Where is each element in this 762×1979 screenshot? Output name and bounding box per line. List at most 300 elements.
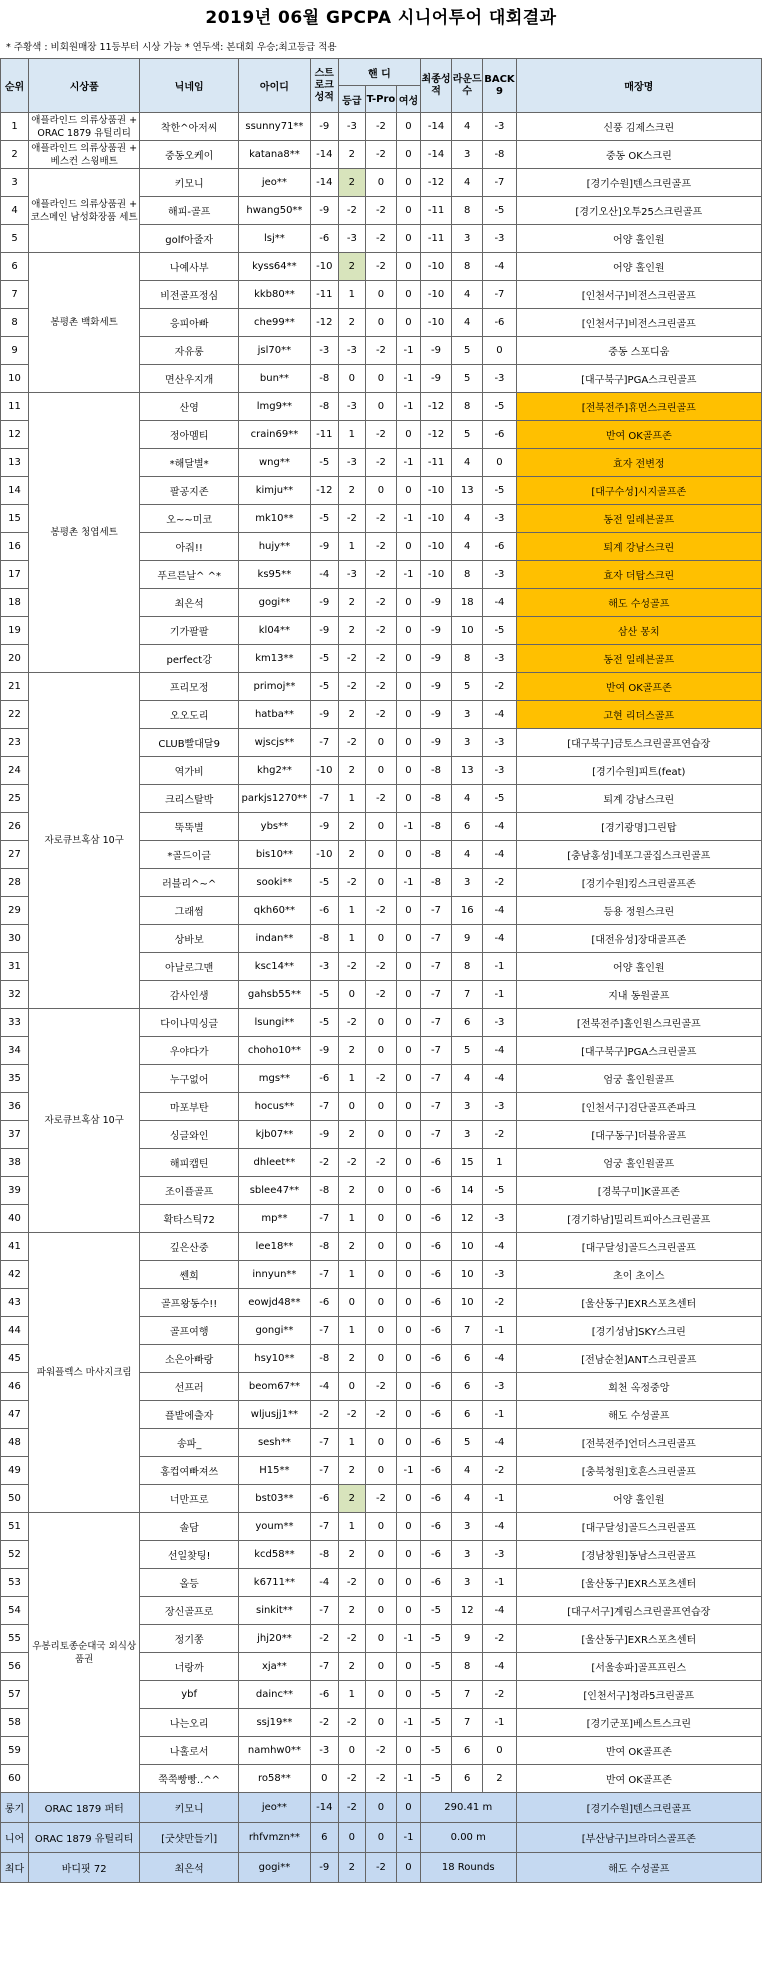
back9-cell: -4 xyxy=(483,897,516,925)
back9-cell: -2 xyxy=(483,869,516,897)
tpro-cell: 0 xyxy=(365,925,396,953)
stroke-cell: -5 xyxy=(310,645,338,673)
back9-cell: -2 xyxy=(483,1625,516,1653)
rank-cell: 25 xyxy=(1,785,29,813)
rounds-cell: 4 xyxy=(452,841,483,869)
id-cell: gongi** xyxy=(239,1317,311,1345)
rounds-cell: 3 xyxy=(452,1569,483,1597)
stroke-cell: -14 xyxy=(310,169,338,197)
store-cell: [경기군포]베스트스크린 xyxy=(516,1709,761,1737)
rank-cell: 60 xyxy=(1,1765,29,1793)
nickname-cell: CLUB빨대달9 xyxy=(140,729,239,757)
grade-cell: 2 xyxy=(338,1345,365,1373)
back9-cell: -4 xyxy=(483,1653,516,1681)
rounds-cell: 6 xyxy=(452,1373,483,1401)
final-cell: -7 xyxy=(420,1037,451,1065)
grade-cell: 1 xyxy=(338,1429,365,1457)
page-title: 2019년 06월 GPCPA 시니어투어 대회결과 xyxy=(205,8,557,28)
rank-cell: 29 xyxy=(1,897,29,925)
store-cell: 해도 수성골프 xyxy=(516,1401,761,1429)
stroke-cell: -8 xyxy=(310,1345,338,1373)
rounds-cell: 7 xyxy=(452,1709,483,1737)
stroke-cell: -9 xyxy=(310,1037,338,1065)
back9-cell: -3 xyxy=(483,645,516,673)
rank-cell: 34 xyxy=(1,1037,29,1065)
store-cell: [인천서구]검단골프존파크 xyxy=(516,1093,761,1121)
rounds-cell: 6 xyxy=(452,1737,483,1765)
award-stroke-cell: -9 xyxy=(310,1853,338,1883)
header-female: 여성 xyxy=(397,86,421,113)
female-cell: 0 xyxy=(397,309,421,337)
rank-cell: 38 xyxy=(1,1149,29,1177)
tpro-cell: 0 xyxy=(365,1429,396,1457)
back9-cell: -2 xyxy=(483,1121,516,1149)
female-cell: -1 xyxy=(397,1765,421,1793)
prize-cell: 자로큐브혹삼 10구 xyxy=(29,673,140,1009)
tpro-cell: 0 xyxy=(365,1541,396,1569)
award-store-cell: [경기수원]텐스크린골프 xyxy=(516,1793,761,1823)
grade-cell: -2 xyxy=(338,1625,365,1653)
id-cell: km13** xyxy=(239,645,311,673)
female-cell: -1 xyxy=(397,365,421,393)
rounds-cell: 4 xyxy=(452,309,483,337)
tpro-cell: 0 xyxy=(365,1709,396,1737)
store-cell: [울산동구]EXR스포츠센터 xyxy=(516,1289,761,1317)
female-cell: 0 xyxy=(397,1485,421,1513)
final-cell: -9 xyxy=(420,337,451,365)
prize-cell: 애플라인드 의류상품권 + ORAC 1879 유틸리티 xyxy=(29,113,140,141)
stroke-cell: -5 xyxy=(310,673,338,701)
tpro-cell: 0 xyxy=(365,1289,396,1317)
id-cell: wng** xyxy=(239,449,311,477)
nickname-cell: 오오도리 xyxy=(140,701,239,729)
rounds-cell: 5 xyxy=(452,1429,483,1457)
rounds-cell: 3 xyxy=(452,141,483,169)
id-cell: primoj** xyxy=(239,673,311,701)
tpro-cell: -2 xyxy=(365,1149,396,1177)
stroke-cell: -7 xyxy=(310,1093,338,1121)
id-cell: hocus** xyxy=(239,1093,311,1121)
female-cell: 0 xyxy=(397,729,421,757)
rounds-cell: 10 xyxy=(452,1261,483,1289)
stroke-cell: -6 xyxy=(310,1065,338,1093)
final-cell: -10 xyxy=(420,505,451,533)
female-cell: 0 xyxy=(397,1569,421,1597)
stroke-cell: -10 xyxy=(310,841,338,869)
female-cell: 0 xyxy=(397,421,421,449)
final-cell: -10 xyxy=(420,281,451,309)
grade-cell: 1 xyxy=(338,1513,365,1541)
store-cell: 신풍 김제스크린 xyxy=(516,113,761,141)
tpro-cell: 0 xyxy=(365,1261,396,1289)
store-cell: 중동 OK스크린 xyxy=(516,141,761,169)
final-cell: -6 xyxy=(420,1373,451,1401)
tpro-cell: 0 xyxy=(365,1681,396,1709)
stroke-cell: -8 xyxy=(310,1233,338,1261)
header-prize: 시상품 xyxy=(29,59,140,113)
id-cell: beom67** xyxy=(239,1373,311,1401)
female-cell: 0 xyxy=(397,141,421,169)
female-cell: -1 xyxy=(397,449,421,477)
final-cell: -9 xyxy=(420,729,451,757)
nickname-cell: 응피아빠 xyxy=(140,309,239,337)
store-cell: 어양 홀인원 xyxy=(516,953,761,981)
id-cell: wljusjj1** xyxy=(239,1401,311,1429)
back9-cell: -8 xyxy=(483,141,516,169)
female-cell: -1 xyxy=(397,337,421,365)
nickname-cell: 누구없어 xyxy=(140,1065,239,1093)
nickname-cell: *골드이글 xyxy=(140,841,239,869)
final-cell: -9 xyxy=(420,589,451,617)
rounds-cell: 8 xyxy=(452,1653,483,1681)
results-table xyxy=(0,58,762,1883)
final-cell: -6 xyxy=(420,1317,451,1345)
final-cell: -10 xyxy=(420,309,451,337)
female-cell: 0 xyxy=(397,1093,421,1121)
rank-cell: 36 xyxy=(1,1093,29,1121)
tpro-cell: 0 xyxy=(365,1205,396,1233)
tpro-cell: -2 xyxy=(365,253,396,281)
store-cell: 어양 홀인원 xyxy=(516,1485,761,1513)
final-cell: -9 xyxy=(420,617,451,645)
female-cell: -1 xyxy=(397,1625,421,1653)
table-row xyxy=(1,673,762,701)
back9-cell: -1 xyxy=(483,1709,516,1737)
tpro-cell: 0 xyxy=(365,1569,396,1597)
id-cell: hatba** xyxy=(239,701,311,729)
final-cell: -8 xyxy=(420,869,451,897)
nickname-cell: 비전골프정심 xyxy=(140,281,239,309)
final-cell: -7 xyxy=(420,981,451,1009)
female-cell: 0 xyxy=(397,533,421,561)
female-cell: 0 xyxy=(397,1065,421,1093)
nickname-cell: 송파_ xyxy=(140,1429,239,1457)
id-cell: H15** xyxy=(239,1457,311,1485)
final-cell: -7 xyxy=(420,925,451,953)
id-cell: parkjs1270** xyxy=(239,785,311,813)
stroke-cell: -7 xyxy=(310,1597,338,1625)
stroke-cell: -2 xyxy=(310,1709,338,1737)
rank-cell: 32 xyxy=(1,981,29,1009)
nickname-cell: 선프러 xyxy=(140,1373,239,1401)
store-cell: 반여 OK골프존 xyxy=(516,421,761,449)
tpro-cell: -2 xyxy=(365,1485,396,1513)
final-cell: -6 xyxy=(420,1457,451,1485)
grade-cell: 0 xyxy=(338,1289,365,1317)
back9-cell: -4 xyxy=(483,1429,516,1457)
grade-cell: 2 xyxy=(338,1653,365,1681)
grade-cell: 2 xyxy=(338,141,365,169)
back9-cell: -3 xyxy=(483,561,516,589)
back9-cell: -5 xyxy=(483,785,516,813)
store-cell: [충남홍성]네포그골집스크린골프 xyxy=(516,841,761,869)
female-cell: 0 xyxy=(397,589,421,617)
tpro-cell: -2 xyxy=(365,449,396,477)
grade-cell: -2 xyxy=(338,645,365,673)
rounds-cell: 10 xyxy=(452,617,483,645)
nickname-cell: 팔공지존 xyxy=(140,477,239,505)
female-cell: 0 xyxy=(397,1541,421,1569)
final-cell: -5 xyxy=(420,1597,451,1625)
grade-cell: 0 xyxy=(338,981,365,1009)
stroke-cell: -5 xyxy=(310,1009,338,1037)
stroke-cell: -4 xyxy=(310,1373,338,1401)
female-cell: 0 xyxy=(397,253,421,281)
store-cell: 초이 초이스 xyxy=(516,1261,761,1289)
final-cell: -6 xyxy=(420,1429,451,1457)
grade-cell: 0 xyxy=(338,1737,365,1765)
rounds-cell: 3 xyxy=(452,1513,483,1541)
nickname-cell: 착한^아저씨 xyxy=(140,113,239,141)
store-cell: 동전 일레븐골프 xyxy=(516,645,761,673)
rounds-cell: 3 xyxy=(452,1121,483,1149)
back9-cell: -1 xyxy=(483,1569,516,1597)
id-cell: qkh60** xyxy=(239,897,311,925)
id-cell: hwang50** xyxy=(239,197,311,225)
final-cell: -7 xyxy=(420,897,451,925)
stroke-cell: -8 xyxy=(310,365,338,393)
back9-cell: -3 xyxy=(483,757,516,785)
stroke-cell: -8 xyxy=(310,1541,338,1569)
nickname-cell: 나예사부 xyxy=(140,253,239,281)
store-cell: 삼산 몽치 xyxy=(516,617,761,645)
store-cell: [대전유성]장대골프존 xyxy=(516,925,761,953)
final-cell: -10 xyxy=(420,253,451,281)
nickname-cell: 플밭에출자 xyxy=(140,1401,239,1429)
rounds-cell: 12 xyxy=(452,1597,483,1625)
stroke-cell: -14 xyxy=(310,141,338,169)
rounds-cell: 10 xyxy=(452,1233,483,1261)
rounds-cell: 7 xyxy=(452,981,483,1009)
award-stroke-cell: 6 xyxy=(310,1823,338,1853)
tpro-cell: -2 xyxy=(365,673,396,701)
rank-cell: 1 xyxy=(1,113,29,141)
tpro-cell: 0 xyxy=(365,169,396,197)
final-cell: -6 xyxy=(420,1177,451,1205)
grade-cell: 0 xyxy=(338,1093,365,1121)
rank-cell: 37 xyxy=(1,1121,29,1149)
back9-cell: -4 xyxy=(483,253,516,281)
stroke-cell: -7 xyxy=(310,1513,338,1541)
grade-cell: 1 xyxy=(338,925,365,953)
award-label-cell: 니어 xyxy=(1,1823,29,1853)
prize-cell: 자로큐브혹삼 10구 xyxy=(29,1009,140,1233)
stroke-cell: -10 xyxy=(310,253,338,281)
final-cell: -5 xyxy=(420,1765,451,1793)
rank-cell: 59 xyxy=(1,1737,29,1765)
rounds-cell: 9 xyxy=(452,925,483,953)
award-id-cell: gogi** xyxy=(239,1853,311,1883)
table-row xyxy=(1,141,762,169)
female-cell: 0 xyxy=(397,1261,421,1289)
id-cell: namhw0** xyxy=(239,1737,311,1765)
prize-cell: 우봉리토종순대국 외식상품권 xyxy=(29,1513,140,1793)
grade-cell: 1 xyxy=(338,1261,365,1289)
rounds-cell: 4 xyxy=(452,113,483,141)
award-tpro-cell: 0 xyxy=(365,1793,396,1823)
tpro-cell: -2 xyxy=(365,645,396,673)
female-cell: 0 xyxy=(397,1653,421,1681)
tpro-cell: -2 xyxy=(365,1737,396,1765)
grade-cell: 2 xyxy=(338,617,365,645)
grade-cell: 2 xyxy=(338,1597,365,1625)
stroke-cell: -5 xyxy=(310,981,338,1009)
award-female-cell: -1 xyxy=(397,1823,421,1853)
female-cell: 0 xyxy=(397,981,421,1009)
female-cell: 0 xyxy=(397,645,421,673)
id-cell: bun** xyxy=(239,365,311,393)
rank-cell: 19 xyxy=(1,617,29,645)
award-nickname-cell: [굿샷만들기] xyxy=(140,1823,239,1853)
tpro-cell: -2 xyxy=(365,981,396,1009)
back9-cell: 2 xyxy=(483,1765,516,1793)
store-cell: [대구서구]계림스크린골프연습장 xyxy=(516,1597,761,1625)
id-cell: lsungi** xyxy=(239,1009,311,1037)
final-cell: -5 xyxy=(420,1653,451,1681)
rounds-cell: 4 xyxy=(452,533,483,561)
stroke-cell: -7 xyxy=(310,1457,338,1485)
header-store: 매장명 xyxy=(516,59,761,113)
final-cell: -6 xyxy=(420,1485,451,1513)
back9-cell: -3 xyxy=(483,225,516,253)
rank-cell: 41 xyxy=(1,1233,29,1261)
female-cell: 0 xyxy=(397,1513,421,1541)
award-grade-cell: 0 xyxy=(338,1823,365,1853)
stroke-cell: -7 xyxy=(310,729,338,757)
id-cell: hujy** xyxy=(239,533,311,561)
back9-cell: -5 xyxy=(483,1177,516,1205)
stroke-cell: -5 xyxy=(310,505,338,533)
female-cell: 0 xyxy=(397,1401,421,1429)
store-cell: [대구동구]더블유골프 xyxy=(516,1121,761,1149)
back9-cell: -3 xyxy=(483,365,516,393)
id-cell: indan** xyxy=(239,925,311,953)
tpro-cell: -2 xyxy=(365,561,396,589)
store-cell: 지내 동원골프 xyxy=(516,981,761,1009)
tpro-cell: 0 xyxy=(365,281,396,309)
back9-cell: -4 xyxy=(483,589,516,617)
stroke-cell: -8 xyxy=(310,393,338,421)
back9-cell: -6 xyxy=(483,309,516,337)
stroke-cell: -7 xyxy=(310,785,338,813)
nickname-cell: 골프여행 xyxy=(140,1317,239,1345)
rounds-cell: 18 xyxy=(452,589,483,617)
grade-cell: 1 xyxy=(338,1681,365,1709)
id-cell: lsj** xyxy=(239,225,311,253)
store-cell: 회천 옥정중앙 xyxy=(516,1373,761,1401)
rank-cell: 46 xyxy=(1,1373,29,1401)
rounds-cell: 7 xyxy=(452,1681,483,1709)
store-cell: [경기성남]SKY스크린 xyxy=(516,1317,761,1345)
award-result-cell: 0.00 m xyxy=(420,1823,516,1853)
stroke-cell: -2 xyxy=(310,1149,338,1177)
female-cell: 0 xyxy=(397,953,421,981)
id-cell: xja** xyxy=(239,1653,311,1681)
award-row xyxy=(1,1853,762,1883)
rounds-cell: 3 xyxy=(452,729,483,757)
female-cell: 0 xyxy=(397,897,421,925)
rounds-cell: 15 xyxy=(452,1149,483,1177)
store-cell: [대구달성]골드스크린골프 xyxy=(516,1513,761,1541)
tpro-cell: 0 xyxy=(365,1177,396,1205)
tpro-cell: 0 xyxy=(365,1317,396,1345)
header-stroke: 스트로크성적 xyxy=(310,59,338,113)
grade-cell: 2 xyxy=(338,841,365,869)
stroke-cell: -2 xyxy=(310,1401,338,1429)
nickname-cell: 해피-골프 xyxy=(140,197,239,225)
id-cell: k6711** xyxy=(239,1569,311,1597)
store-cell: [경기수원]텐스크린골프 xyxy=(516,169,761,197)
grade-cell: -3 xyxy=(338,561,365,589)
store-cell: [울산동구]EXR스포츠센터 xyxy=(516,1569,761,1597)
id-cell: lee18** xyxy=(239,1233,311,1261)
grade-cell: 2 xyxy=(338,1177,365,1205)
award-label-cell: 롱기 xyxy=(1,1793,29,1823)
tpro-cell: -2 xyxy=(365,1373,396,1401)
rank-cell: 47 xyxy=(1,1401,29,1429)
id-cell: bis10** xyxy=(239,841,311,869)
rank-cell: 2 xyxy=(1,141,29,169)
rounds-cell: 4 xyxy=(452,505,483,533)
award-store-cell: [부산남구]브라더스골프존 xyxy=(516,1823,761,1853)
id-cell: sesh** xyxy=(239,1429,311,1457)
id-cell: khg2** xyxy=(239,757,311,785)
id-cell: jeo** xyxy=(239,169,311,197)
rounds-cell: 6 xyxy=(452,1009,483,1037)
stroke-cell: -10 xyxy=(310,757,338,785)
nickname-cell: 홍컵여빠져쓰 xyxy=(140,1457,239,1485)
store-cell: [전북전주]휴먼스크린골프 xyxy=(516,393,761,421)
back9-cell: -4 xyxy=(483,1233,516,1261)
stroke-cell: -12 xyxy=(310,477,338,505)
tpro-cell: 0 xyxy=(365,365,396,393)
tpro-cell: -2 xyxy=(365,421,396,449)
nickname-cell: 기가팔팔 xyxy=(140,617,239,645)
final-cell: -11 xyxy=(420,449,451,477)
rank-cell: 30 xyxy=(1,925,29,953)
rank-cell: 50 xyxy=(1,1485,29,1513)
id-cell: kjb07** xyxy=(239,1121,311,1149)
back9-cell: -1 xyxy=(483,1317,516,1345)
final-cell: -5 xyxy=(420,1709,451,1737)
rounds-cell: 4 xyxy=(452,1065,483,1093)
nickname-cell: 면산우지개 xyxy=(140,365,239,393)
grade-cell: 2 xyxy=(338,1457,365,1485)
stroke-cell: -7 xyxy=(310,1205,338,1233)
stroke-cell: -9 xyxy=(310,589,338,617)
rank-cell: 20 xyxy=(1,645,29,673)
grade-cell: -2 xyxy=(338,729,365,757)
female-cell: 0 xyxy=(397,281,421,309)
nickname-cell: 감사인생 xyxy=(140,981,239,1009)
grade-cell: -3 xyxy=(338,113,365,141)
id-cell: ro58** xyxy=(239,1765,311,1793)
store-cell: [경북구미]K골프존 xyxy=(516,1177,761,1205)
rank-cell: 44 xyxy=(1,1317,29,1345)
rank-cell: 21 xyxy=(1,673,29,701)
rounds-cell: 4 xyxy=(452,785,483,813)
store-cell: [인천서구]비전스크린골프 xyxy=(516,281,761,309)
female-cell: -1 xyxy=(397,561,421,589)
store-cell: 어양 홀인원 xyxy=(516,253,761,281)
table-row xyxy=(1,169,762,197)
rounds-cell: 4 xyxy=(452,449,483,477)
grade-cell: -2 xyxy=(338,953,365,981)
store-cell: 엄궁 홀인원골프 xyxy=(516,1149,761,1177)
final-cell: -7 xyxy=(420,953,451,981)
final-cell: -9 xyxy=(420,701,451,729)
final-cell: -7 xyxy=(420,1121,451,1149)
